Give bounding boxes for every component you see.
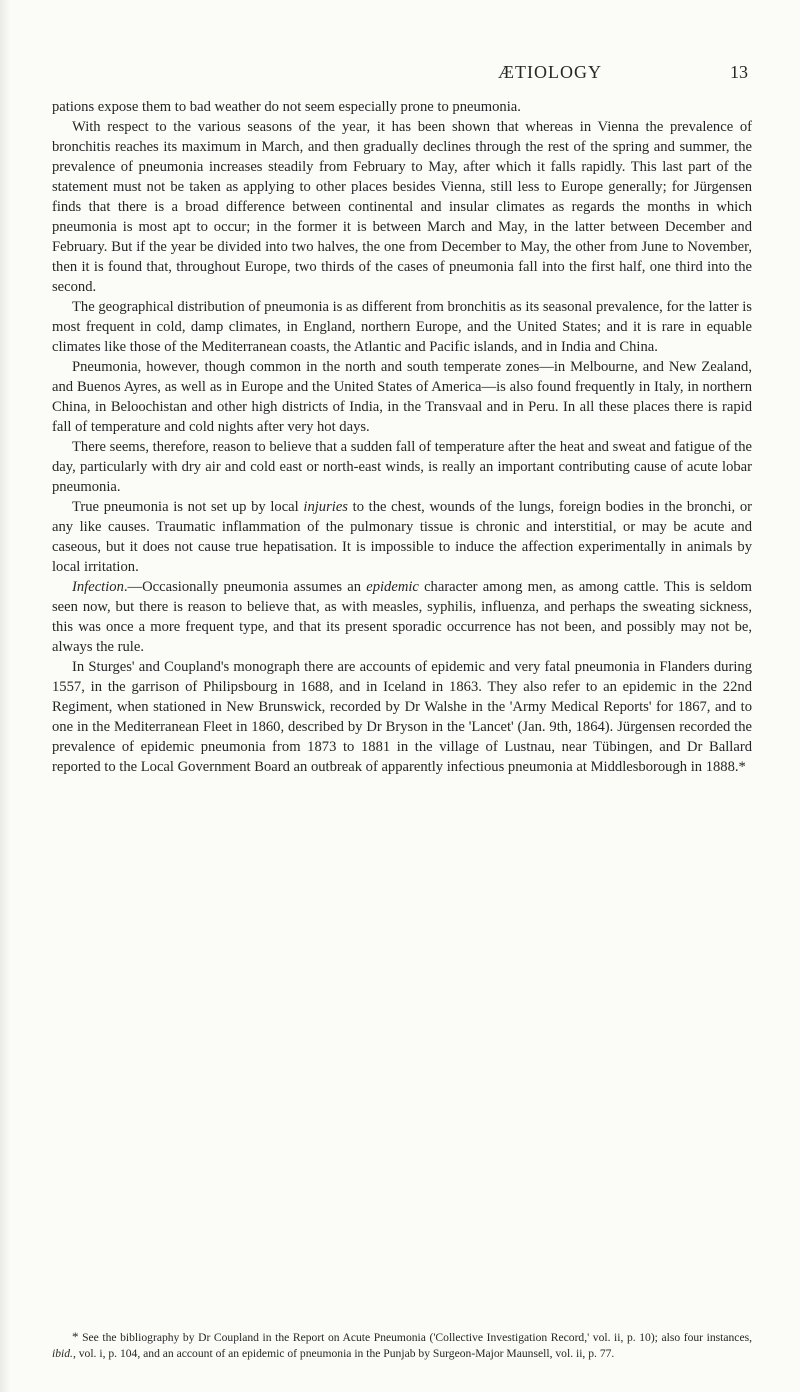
injuries-text-before: True pneumonia is not set up by local <box>72 499 304 515</box>
infection-text-after: character among men, as among cattle. This is seldom seen now, but there is reason to believe that, as with measles, syphilis, influenza, and perhaps the sweating sickness, this was once a more frequent type, and that its present sporadic occurrence has not been, and possibly may not be, always the rule. <box>52 579 753 655</box>
paragraph-temperature-fall: There seems, therefore, reason to believe that a sudden fall of temperature after the heat and sweat and fatigue of the day, particularly with dry air and cold east or north-east winds, is really an important contributing cause of acute lobar pneumonia. <box>52 439 752 495</box>
running-head: ÆTIOLOGY <box>498 62 602 82</box>
footnote-reference: * <box>738 759 746 775</box>
epidemic-italic: epidemic <box>366 579 419 595</box>
page-number: 13 <box>730 62 748 82</box>
infection-heading: Infection <box>72 579 124 595</box>
paragraph-epidemics <box>52 657 752 777</box>
body-text <box>52 97 752 777</box>
injuries-text-after: to the chest, wounds of the lungs, foreign bodies in the bronchi, or any like causes. Traumatic inflammation of the pulmonary tissue is chronic and interstitial, or may be acute and caseous, but it does not cause true hepatisation. It is impossible to induce the affection experimentally in animals by local irritation. <box>52 499 752 575</box>
paragraph-temperate-zones: Pneumonia, however, though common in the north and south temperate zones—in Melbourne, and New Zealand, and Buenos Ayres, as well as in Europe and the United States of America—is also found frequently in Italy, in northern China, in Beloochistan and other high districts of India, in the Transvaal and in Peru. In all these places there is rapid fall of temperature and cold nights after very hot days. <box>52 359 752 435</box>
paragraph-injuries <box>52 497 752 577</box>
footnote-text-before: See the bibliography by Dr Coupland in the Report on Acute Pneumonia ('Collective Investigation Record,' vol. ii, p. 10); also four instances, <box>78 1331 752 1344</box>
footnote-ibid-italic: ibid. <box>52 1347 73 1360</box>
footnote-text-after: , vol. i, p. 104, and an account of an epidemic of pneumonia in the Punjab by Surgeon-Major Maunsell, vol. ii, p. 77. <box>72 1347 615 1360</box>
infection-text-before: .—Occasionally pneumonia assumes an <box>123 579 367 595</box>
paragraph-continuation: pations expose them to bad weather do not seem especially prone to pneumonia. <box>52 99 521 115</box>
page-edge-shadow <box>0 0 10 1392</box>
footnote <box>52 1329 752 1362</box>
page-header <box>498 62 748 86</box>
paragraph-geography: The geographical distribution of pneumonia is as different from bronchitis as its seasonal prevalence, for the latter is most frequent in cold, damp climates, in England, northern Europe, and the United States; and it is rare in equable climates like those of the Mediterranean coasts, the Atlantic and Pacific islands, and in India and China. <box>52 299 752 355</box>
paragraph-seasons: With respect to the various seasons of the year, it has been shown that whereas in Vienna the prevalence of bronchitis reaches its maximum in March, and then gradually declines through the rest of the spring and summer, the prevalence of pneumonia increases steadily from February to May, after which it falls rapidly. This last part of the statement must not be taken as applying to other places besides Vienna, still less to Europe generally; for Jürgensen finds that there is a broad difference between continental and insular climates as regards the months in which pneumonia is most apt to occur; in the former it is between March and May, in the latter between December and February. But if the year be divided into two halves, the one from December to May, the other from June to November, then it is found that, throughout Europe, two thirds of the cases of pneumonia fall into the first half, one third into the second. <box>52 119 752 295</box>
footnote-mark: * <box>72 1329 79 1344</box>
injuries-italic: injuries <box>303 499 348 515</box>
epidemics-text: In Sturges' and Coupland's monograph there are accounts of epidemic and very fatal pneumonia in Flanders during 1557, in the garrison of Philipsbourg in 1688, and in Iceland in 1863. They also refer to an epidemic in the 22nd Regiment, when stationed in New Brunswick, recorded by Dr Walshe in the 'Army Medical Reports' for 1867, and to one in the Mediterranean Fleet in 1860, described by Dr Bryson in the 'Lancet' (Jan. 9th, 1864). Jürgensen recorded the prevalence of epidemic pneumonia from 1873 to 1881 in the village of Lustnau, near Tübingen, and Dr Ballard reported to the Local Government Board an outbreak of apparently infectious pneumonia at Middlesborough in 1888. <box>52 659 752 775</box>
paragraph-infection <box>52 577 752 657</box>
